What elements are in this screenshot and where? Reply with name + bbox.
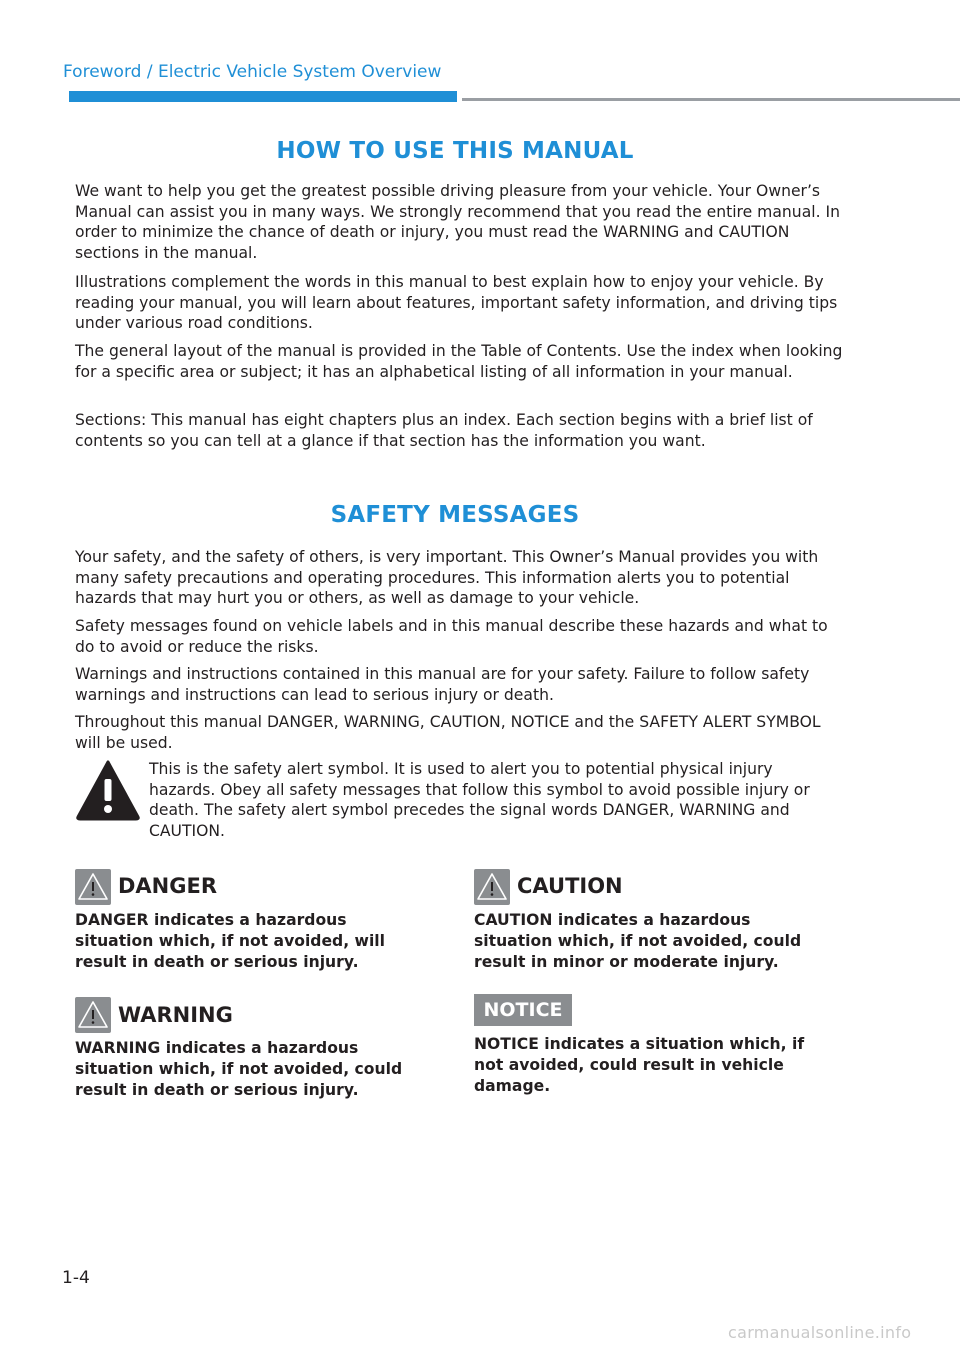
- signal-word-danger: DANGER: [118, 874, 218, 898]
- paragraph: We want to help you get the greatest possible driving pleasure from your vehicle. Your Owner’s Manual can assist you in many ways. We strongly recommend that you read the entire manual. In order to minimize the chance of death or injury, you must read the WARNING and CAUTION sections in the manual.: [75, 182, 840, 262]
- warning-triangle-icon: [75, 759, 141, 821]
- signal-word-warning: WARNING: [118, 1003, 233, 1027]
- paragraph: Illustrations complement the words in this manual to best explain how to enjoy your vehicle. By reading your manual, you will learn about features, important safety information, and driving tips under various road conditions.: [75, 273, 838, 333]
- paragraph: The general layout of the manual is provided in the Table of Contents. Use the index when looking for a specific area or subject; it has an alphabetical listing of all information in your manual.: [75, 342, 843, 381]
- paragraph: Sections: This manual has eight chapters plus an index. Each section begins with a brief list of contents so you can tell at a glance if that section has the information you want.: [75, 411, 813, 450]
- warning-triangle-icon: [75, 869, 111, 905]
- header-rule-accent: [69, 91, 457, 102]
- signal-description-warning: WARNING indicates a hazardous situation which, if not avoided, could result in death or serious injury.: [75, 1039, 403, 1099]
- paragraph: Safety messages found on vehicle labels and in this manual describe these hazards and what to do to avoid or reduce the risks.: [75, 617, 828, 656]
- header-rule: [462, 98, 960, 101]
- warning-triangle-icon: [75, 997, 111, 1033]
- section-heading-how-to-use: HOW TO USE THIS MANUAL: [276, 138, 634, 164]
- safety-alert-description: This is the safety alert symbol. It is used to alert you to potential physical injury hazards. Obey all safety messages that follow this symbol to avoid possible injury or death. The safety alert symbol precedes the signal words DANGER, WARNING and CAUTION.: [149, 760, 810, 840]
- warning-triangle-icon: [474, 869, 510, 905]
- paragraph: Throughout this manual DANGER, WARNING, CAUTION, NOTICE and the SAFETY ALERT SYMBOL will be used.: [75, 713, 821, 752]
- signal-description-notice: NOTICE indicates a situation which, if not avoided, could result in vehicle damage.: [474, 1035, 805, 1095]
- watermark: carmanualsonline.info: [728, 1323, 912, 1342]
- safety-alert-block: [75, 759, 845, 849]
- signal-description-caution: CAUTION indicates a hazardous situation which, if not avoided, could result in minor or moderate injury.: [474, 911, 802, 971]
- paragraph: Warnings and instructions contained in this manual are for your safety. Failure to follow safety warnings and instructions can lead to serious injury or death.: [75, 665, 810, 704]
- page-number: 1-4: [62, 1268, 90, 1288]
- signal-description-danger: DANGER indicates a hazardous situation which, if not avoided, will result in death or serious injury.: [75, 911, 385, 971]
- signal-word-caution: CAUTION: [517, 874, 623, 898]
- signal-word-notice: NOTICE: [474, 994, 572, 1026]
- paragraph: Your safety, and the safety of others, is very important. This Owner’s Manual provides you with many safety precautions and operating procedures. This information alerts you to potential hazards that may hurt you or others, as well as damage to your vehicle.: [75, 548, 819, 608]
- page-header-title: Foreword / Electric Vehicle System Overview: [63, 62, 442, 82]
- section-heading-safety-messages: SAFETY MESSAGES: [330, 502, 580, 528]
